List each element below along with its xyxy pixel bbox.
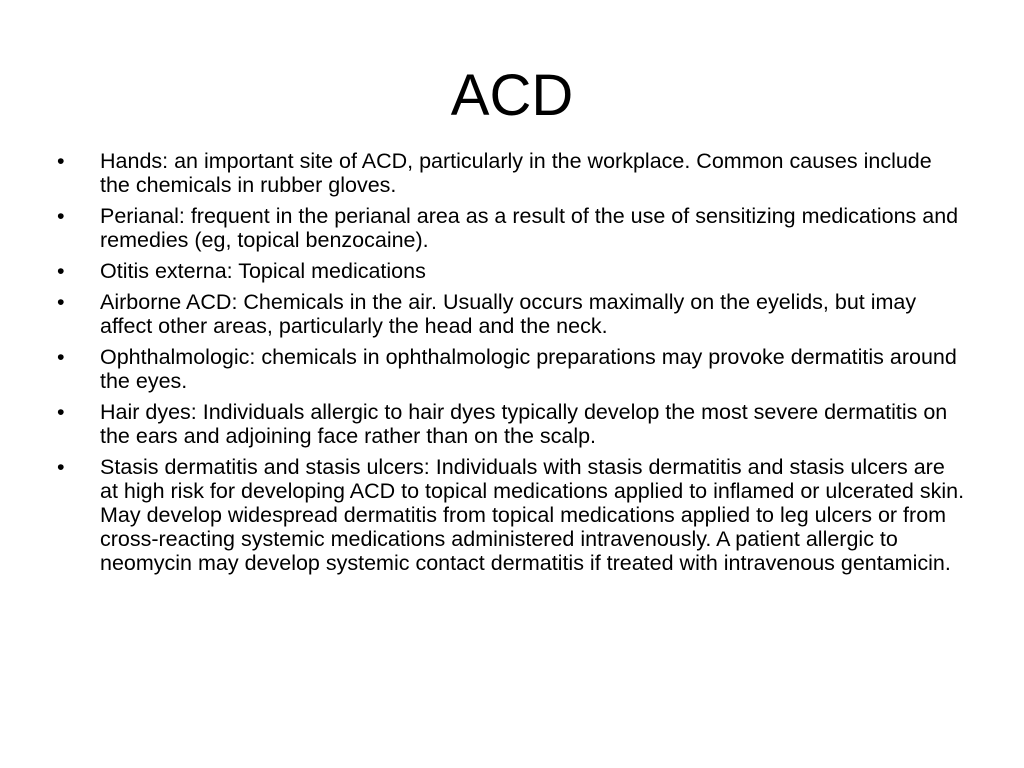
bullet-text: Hands: an important site of ACD, particularly in the workplace. Common causes include the chemicals in rubber gloves. (100, 149, 932, 197)
bullet-item (57, 400, 967, 448)
slide-title: ACD (450, 63, 574, 128)
bullet-text: Perianal: frequent in the perianal area as a result of the use of sensitizing medications and remedies (eg, topical benzocaine). (100, 204, 959, 252)
bullet-text: Ophthalmologic: chemicals in ophthalmologic preparations may provoke dermatitis around the eyes. (100, 345, 957, 393)
bullet-marker: • (57, 455, 65, 479)
bullet-text: Airborne ACD: Chemicals in the air. Usually occurs maximally on the eyelids, but imay affect other areas, particularly the head and the neck. (100, 290, 917, 338)
bullet-item (57, 345, 967, 393)
bullet-item (57, 455, 967, 575)
bullet-marker: • (57, 400, 65, 424)
bullet-text: Hair dyes: Individuals allergic to hair dyes typically develop the most severe dermatitis on the ears and adjoining face rather than on the scalp. (100, 400, 948, 448)
bullet-marker: • (57, 259, 65, 283)
bullet-item (57, 149, 967, 197)
bullet-item (57, 204, 967, 252)
bullet-marker: • (57, 204, 65, 228)
bullet-marker: • (57, 345, 65, 369)
bullet-item (57, 290, 967, 338)
bullet-item (57, 259, 967, 283)
bullet-list (57, 149, 967, 582)
bullet-text: Otitis externa: Topical medications (100, 259, 426, 283)
bullet-marker: • (57, 149, 65, 173)
bullet-text: Stasis dermatitis and stasis ulcers: Individuals with stasis dermatitis and stasis ulcers are at high risk for developing ACD to topical medications applied to inflamed or ulcerated skin. May develop widespread dermatitis from topical medications applied to leg ulcers or from cross-reacting systemic medications administered intravenously. A patient allergic to neomycin may develop systemic contact dermatitis if treated with intravenous gentamicin. (100, 455, 965, 575)
bullet-marker: • (57, 290, 65, 314)
